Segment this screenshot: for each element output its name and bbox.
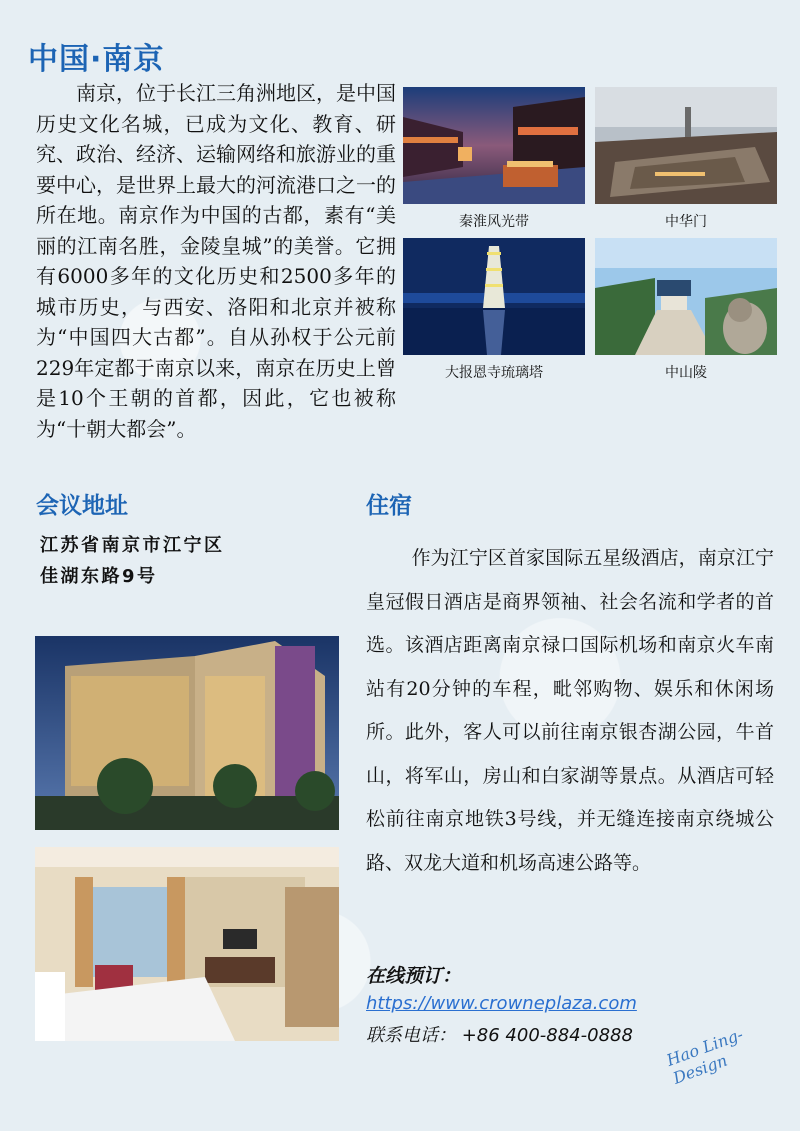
contact-phone: 联系电话： +86 400-884-0888 <box>366 1025 633 1046</box>
designer-signature: Hao Ling-Design <box>664 1024 746 1088</box>
caption-zhongshanling: 中山陵 <box>665 365 707 381</box>
online-booking-label: 在线预订： <box>366 965 462 987</box>
hotel-description <box>366 537 774 885</box>
photo-hotel-exterior <box>35 636 339 830</box>
photo-zhongshanling <box>595 238 777 355</box>
conference-address-heading: 会议地址 <box>36 493 128 519</box>
hotel-description-paragraph: 作为江宁区首家国际五星级酒店，南京江宁皇冠假日酒店是商界领袖、社会名流和学者的首选。该酒店距离南京禄口国际机场和南京火车南站有20分钟的车程，毗邻购物、娱乐和休闲场所。此外，客人可以前往南京银杏湖公园，牛首山，将军山，房山和白家湖等景点。从酒店可轻松前往南京地铁3号线，并无缝连接南京绕城公路、双龙大道和机场高速公路等。 <box>366 547 774 874</box>
caption-qinhuai: 秦淮风光带 <box>459 214 529 230</box>
photo-hotel-room <box>35 847 339 1041</box>
address-line-2: 佳湖东路9号 <box>40 566 158 587</box>
accommodation-heading: 住宿 <box>366 493 412 519</box>
intro-text <box>36 78 396 444</box>
caption-porcelain-tower: 大报恩寺琉璃塔 <box>445 365 543 381</box>
photo-porcelain-tower <box>403 238 585 355</box>
page-title: 中国·南京 <box>28 42 165 77</box>
intro-paragraph: 南京，位于长江三角洲地区，是中国历史文化名城，已成为文化、教育、研究、政治、经济、运输网络和旅游业的重要中心，是世界上最大的河流港口之一的所在地。南京作为中国的古都，素有“美丽的江南名胜，金陵皇城”的美誉。它拥有6000多年的文化历史和2500多年的城市历史，与西安、洛阳和北京并被称为“中国四大古都”。自从孙权于公元前229年定都于南京以来，南京在历史上曾是10个王朝的首都，因此，它也被称为“十朝大都会”。 <box>36 81 396 441</box>
photo-qinhuai <box>403 87 585 204</box>
caption-zhonghuamen: 中华门 <box>665 214 707 230</box>
photo-zhonghuamen <box>595 87 777 204</box>
address-line-1: 江苏省南京市江宁区 <box>40 535 225 556</box>
conference-address <box>40 530 225 592</box>
booking-link[interactable]: https://www.crowneplaza.com <box>366 993 637 1014</box>
